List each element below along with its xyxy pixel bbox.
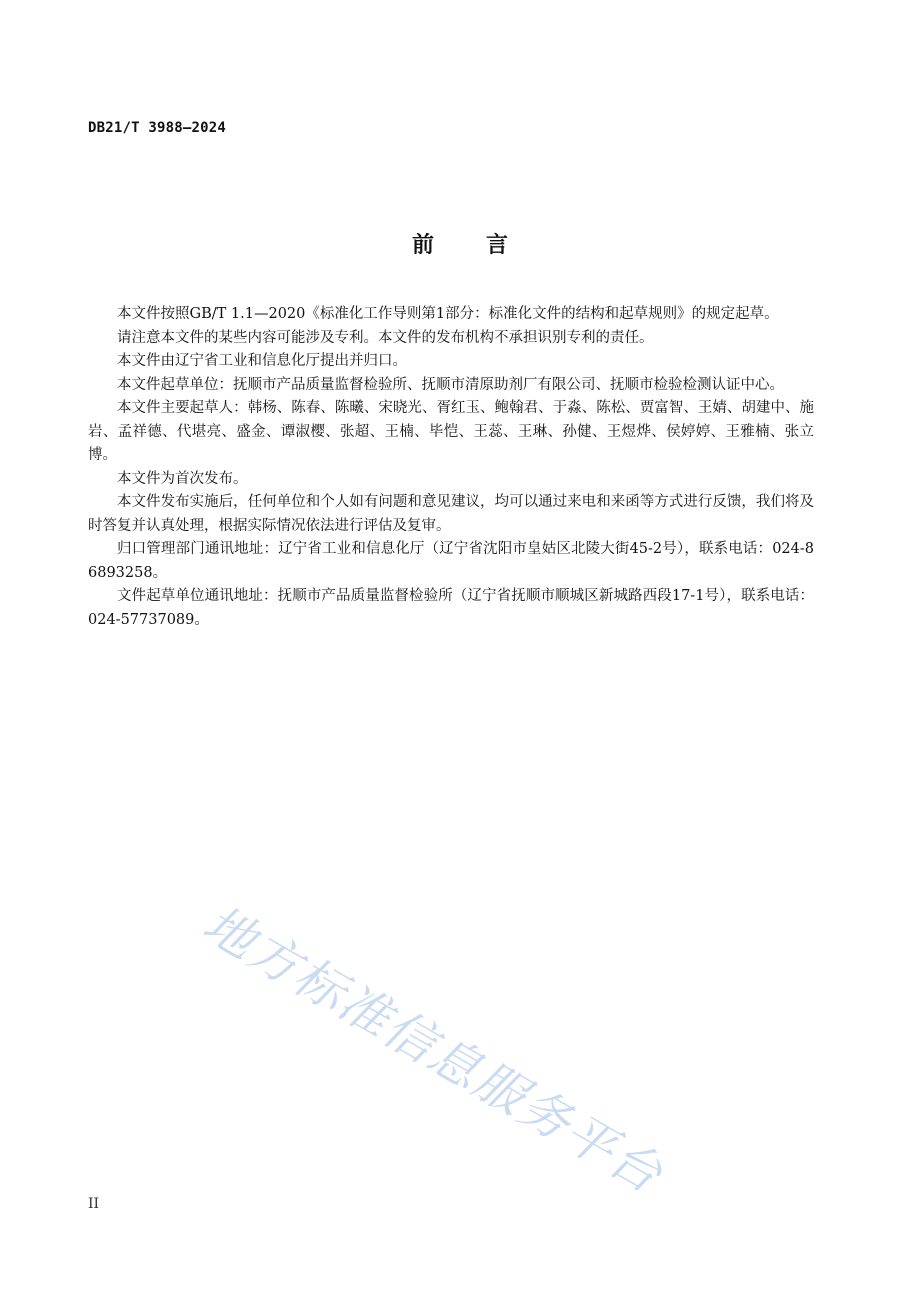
- paragraph-proposer: 本文件由辽宁省工业和信息化厅提出并归口。: [117, 353, 407, 369]
- watermark: 地方标准信息服务平台: [193, 894, 673, 1205]
- paragraph-drafter-address: 文件起草单位通讯地址：抚顺市产品质量监督检验所（辽宁省抚顺市顺城区新城路西段17-1号），联系电话：024-57737089。: [88, 588, 814, 628]
- title-char-1: 前: [411, 233, 434, 258]
- paragraph-drafting-units: 本文件起草单位：抚顺市产品质量监督检验所、抚顺市清原助剂厂有限公司、抚顺市检验检测认证中心。: [117, 376, 784, 393]
- paragraph-first-release: 本文件为首次发布。: [117, 470, 248, 487]
- preface-body: [88, 303, 814, 632]
- paragraph-authority-address: 归口管理部门通讯地址：辽宁省工业和信息化厅（辽宁省沈阳市皇姑区北陵大街45-2号），联系电话：024-86893258。: [88, 541, 814, 581]
- paragraph-drafters: 本文件主要起草人：韩杨、陈春、陈曦、宋晓光、胥红玉、鲍翰君、于淼、陈松、贾富智、王婧、胡建中、施岩、孟祥德、代堪亮、盛金、谭淑樱、张超、王楠、毕恺、王蕊、王琳、孙健、王煜烨、侯婷婷、王雅楠、张立博。: [88, 400, 814, 463]
- page-number: II: [88, 1196, 100, 1212]
- title-char-2: 言: [486, 233, 509, 258]
- paragraph-feedback: 本文件发布实施后，任何单位和个人如有问题和意见建议，均可以通过来电和来函等方式进行反馈，我们将及时答复并认真处理，根据实际情况依法进行评估及复审。: [88, 494, 814, 534]
- document-code: DB21/T 3988—2024: [88, 120, 227, 136]
- page-title: [0, 228, 920, 259]
- paragraph-standard-basis: 本文件按照GB/T 1.1—2020《标准化工作导则第1部分：标准化文件的结构和起草规则》的规定起草。: [117, 306, 779, 322]
- paragraph-patent-notice: 请注意本文件的某些内容可能涉及专利。本文件的发布机构不承担识别专利的责任。: [117, 329, 654, 346]
